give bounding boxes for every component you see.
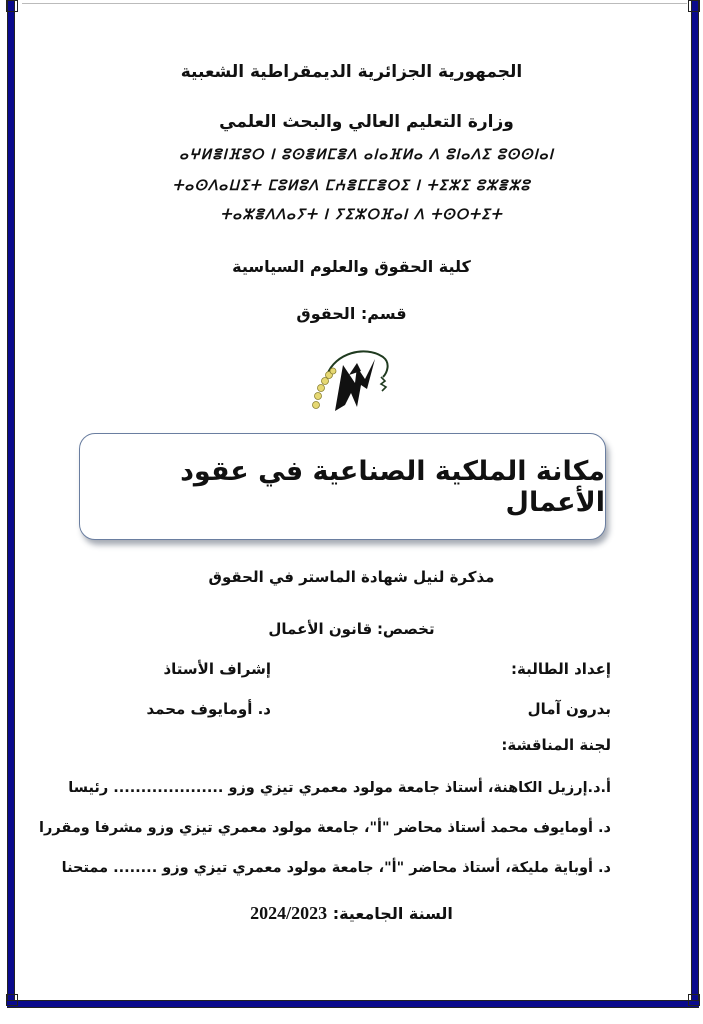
border-corner-bottom-right [688,994,700,1006]
border-corner-top-left [6,0,18,12]
page-border-bottom [7,1000,699,1008]
specialty-value: قانون الأعمال [268,620,373,638]
academic-year-value: 2024/2023 [250,903,328,923]
frame-top-line [22,3,687,4]
university-logo-icon [305,345,395,417]
specialty [0,620,703,638]
thesis-title-box [79,433,606,540]
specialty-label: تخصص: [376,620,435,638]
ministry-name: وزارة التعليم العالي والبحث العلمي [219,112,514,132]
page-border-left [7,0,15,1004]
jury-member-examiner: د. أوباية مليكة، أستاذ محاضر "أ"، جامعة مولود معمري تيزي وزو ........ ممتحنا [61,860,611,876]
jury-member-supervisor: د. أومايوف محمد أستاذ محاضر "أ"، جامعة مولود معمري تيزي وزو مشرفا ومقررا [39,820,611,836]
tifinagh-line-2: ⵜⴰⵙⴷⴰⵡⵉⵜ ⵎⵓⵍⵓⴷ ⵎⵄⴻⵎⵎⴻⵔⵉ ⵏ ⵜⵉⵣⵉ ⵓⵣⴻⵣⵓ [172,178,531,194]
border-corner-bottom-left [6,994,18,1006]
tifinagh-line-3: ⵜⴰⵣⴻⴷⴷⴰⵢⵜ ⵏ ⵢⵉⵣⵔⴼⴰⵏ ⴷ ⵜⵙⵔⵜⵉⵜ [220,207,503,223]
memo-description: مذكرة لنيل شهادة الماستر في الحقوق [208,568,495,586]
border-corner-top-right [688,0,700,12]
academic-year-label: السنة الجامعية: [332,904,453,923]
jury-member-president: أ.د.إرزيل الكاهنة، أستاذ جامعة مولود معمري تيزي وزو .................... رئيسا [68,780,611,796]
academic-year [0,903,703,924]
department-name: قسم: الحقوق [296,304,407,323]
tifinagh-line-1: ⴰⵖⵍⴻⵏⴼⵓⵔ ⵏ ⵓⵙⴻⵍⵎⴻⴷ ⴰⵏⴰⴼⵍⴰ ⴷ ⵓⵏⴰⴷⵉ ⵓⵙⵙⵏⴰⵏ [179,147,554,163]
supervisor-name: د. أومايوف محمد [146,700,271,718]
faculty-name: كلية الحقوق والعلوم السياسية [232,257,471,276]
prepared-by-label: إعداد الطالبة: [511,660,611,678]
supervisor-label: إشراف الأستاذ [163,660,271,678]
student-name: بدرون آمال [527,700,611,718]
thesis-title: مكانة الملكية الصناعية في عقود الأعمال [180,455,605,518]
jury-label: لجنة المناقشة: [501,736,611,754]
republic-name: الجمهورية الجزائرية الديمقراطية الشعبية [180,62,523,82]
